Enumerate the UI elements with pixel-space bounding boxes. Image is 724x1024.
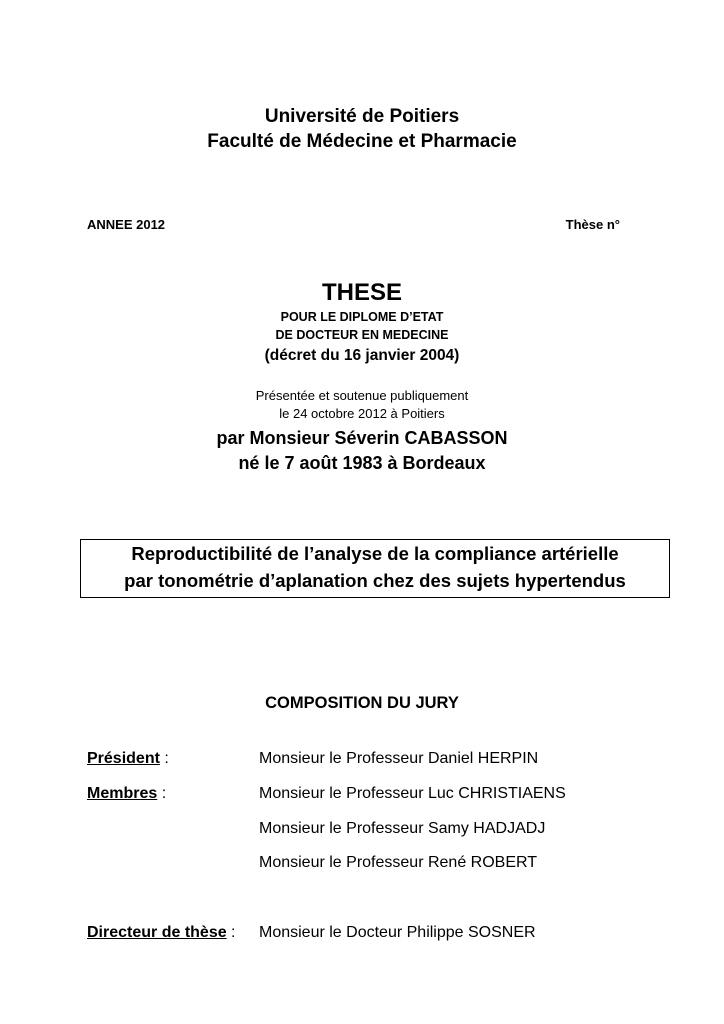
- jury-member-name: Monsieur le Professeur Samy HADJADJ: [259, 820, 546, 837]
- jury-heading: COMPOSITION DU JURY: [265, 694, 459, 712]
- members-role: [87, 785, 166, 803]
- faculty-name: Faculté de Médecine et Pharmacie: [207, 131, 517, 152]
- director-role-label: Directeur de thèse: [87, 924, 227, 941]
- director-role: [87, 924, 236, 942]
- thesis-subject-line-1: Reproductibilité de l’analyse de la compliance artérielle: [131, 543, 619, 564]
- jury-member-name: Monsieur le Professeur Luc CHRISTIAENS: [259, 785, 566, 802]
- year-label: ANNEE 2012: [87, 217, 166, 232]
- diploma-line-1: POUR LE DIPLOME D’ETAT: [280, 310, 444, 324]
- jury-president-name: Monsieur le Professeur Daniel HERPIN: [259, 750, 539, 767]
- thesis-number-label: Thèse n°: [565, 217, 620, 232]
- decree-line: (décret du 16 janvier 2004): [264, 347, 460, 364]
- jury-member-name: Monsieur le Professeur René ROBERT: [259, 854, 538, 871]
- birth-line: né le 7 août 1983 à Bordeaux: [238, 453, 486, 473]
- thesis-subject-box: [80, 539, 670, 598]
- diploma-line-2: DE DOCTEUR EN MEDECINE: [275, 328, 449, 342]
- members-role-separator: :: [157, 785, 167, 802]
- presentation-line-2: le 24 octobre 2012 à Poitiers: [279, 406, 445, 421]
- president-role-label: Président: [87, 750, 160, 767]
- members-role-label: Membres: [87, 785, 158, 802]
- president-role: [87, 750, 169, 768]
- president-role-separator: :: [159, 750, 169, 767]
- thesis-subject-line-2: par tonométrie d’aplanation chez des sujets hypertendus: [124, 570, 626, 591]
- thesis-director-name: Monsieur le Docteur Philippe SOSNER: [259, 924, 536, 941]
- director-role-separator: :: [226, 924, 236, 941]
- document-title: THESE: [321, 279, 402, 306]
- university-name: Université de Poitiers: [264, 106, 460, 127]
- author-line: par Monsieur Séverin CABASSON: [216, 428, 508, 448]
- presentation-line-1: Présentée et soutenue publiquement: [255, 388, 469, 403]
